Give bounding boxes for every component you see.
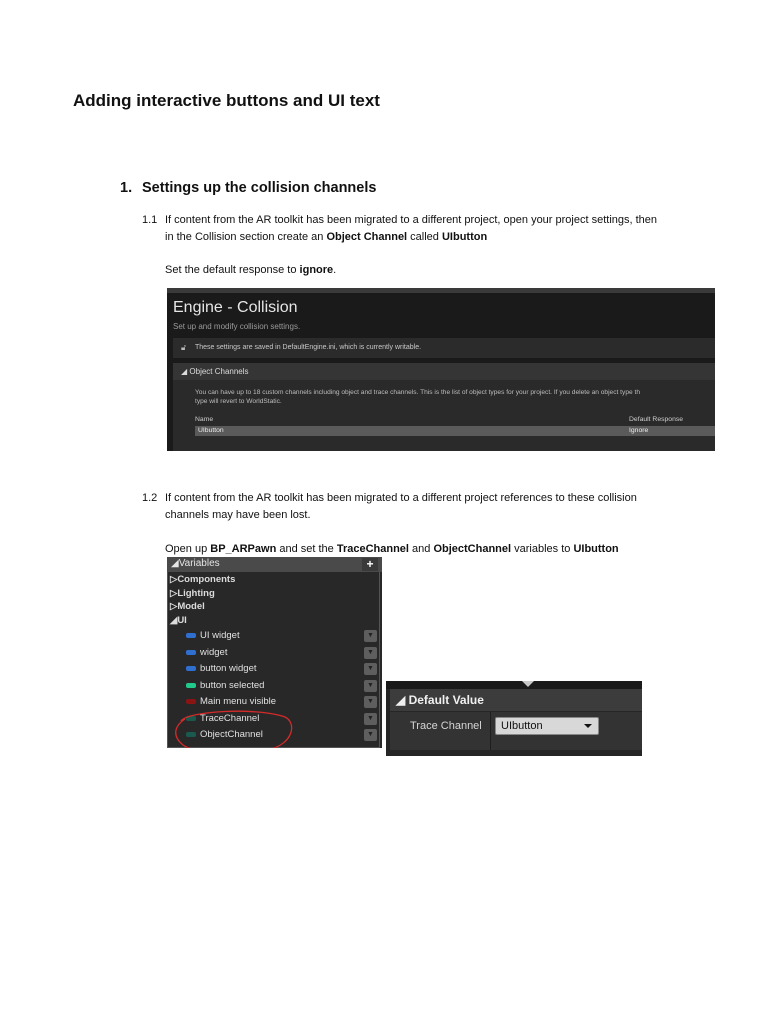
name-column-header: Name bbox=[195, 416, 214, 423]
collapse-arrow-icon: ◢ bbox=[170, 615, 178, 626]
default-value-panel bbox=[386, 681, 642, 756]
variables-title: Variables bbox=[178, 558, 220, 569]
top-strip bbox=[167, 288, 715, 293]
integer-type-icon bbox=[186, 683, 196, 688]
default-value-title: Default Value bbox=[408, 693, 484, 707]
variable-object-channel[interactable]: ObjectChannel bbox=[186, 729, 263, 743]
collision-title: Engine - Collision bbox=[173, 299, 298, 316]
variables-panel bbox=[167, 557, 382, 748]
trace-channel-label: Trace Channel bbox=[410, 720, 482, 732]
pointer-notch bbox=[522, 681, 534, 687]
step-text: Open up BP_ARPawn and set the TraceChannel and ObjectChannel variables to UIbutton bbox=[165, 543, 619, 555]
step-text: in the Collision section create an Object Channel called UIbutton bbox=[165, 231, 488, 243]
variable-dropdown[interactable]: ▼ bbox=[364, 630, 377, 642]
default-value-header[interactable] bbox=[390, 689, 642, 711]
dropdown-arrow-icon bbox=[584, 724, 592, 728]
category-ui[interactable]: ◢UI bbox=[170, 615, 187, 626]
step-text: If content from the AR toolkit has been migrated to a different project, open your project settings, then bbox=[165, 214, 658, 226]
response-column-header: Default Response bbox=[629, 416, 684, 423]
variable-widget[interactable]: widget bbox=[186, 647, 227, 661]
collapse-arrow-icon: ◢ bbox=[171, 558, 179, 569]
table-row[interactable] bbox=[195, 426, 715, 436]
variable-dropdown[interactable]: ▼ bbox=[364, 680, 377, 692]
column-divider bbox=[490, 712, 491, 750]
variable-dropdown[interactable]: ▼ bbox=[364, 647, 377, 659]
category-model[interactable]: ▷Model bbox=[170, 601, 205, 612]
engine-collision-screenshot bbox=[167, 288, 715, 451]
boolean-type-icon bbox=[186, 699, 196, 704]
category-lighting[interactable]: ▷Lighting bbox=[170, 588, 215, 599]
step-text: channels may have been lost. bbox=[165, 509, 311, 521]
channel-name: UIbutton bbox=[198, 427, 224, 434]
variable-button-widget[interactable]: button widget bbox=[186, 663, 257, 677]
object-type-icon bbox=[186, 633, 196, 638]
channel-response: Ignore bbox=[629, 427, 649, 434]
top-strip bbox=[386, 681, 642, 689]
table-header bbox=[195, 416, 715, 425]
object-channels-body bbox=[173, 380, 715, 451]
expand-arrow-icon: ▷ bbox=[170, 601, 178, 612]
step-text: If content from the AR toolkit has been migrated to a different project references to these collision bbox=[165, 492, 637, 504]
expand-arrow-icon: ▷ bbox=[170, 574, 178, 585]
collapse-arrow-icon: ◢ bbox=[181, 367, 188, 376]
trace-channel-select[interactable] bbox=[495, 717, 599, 735]
page-heading: Adding interactive buttons and UI text bbox=[73, 91, 380, 110]
step-number: 1.2 bbox=[142, 492, 158, 504]
variable-ui-widget[interactable]: UI widget bbox=[186, 630, 240, 644]
variable-trace-channel[interactable]: TraceChannel bbox=[186, 713, 259, 727]
channels-description: You can have up to 18 custom channels including object and trace channels. This is the list of object types for your project. If you delete an object type th type will revert to WorldStatic. bbox=[195, 389, 640, 405]
object-type-icon bbox=[186, 666, 196, 671]
step-text: Set the default response to ignore. bbox=[165, 264, 337, 276]
object-channels-header[interactable] bbox=[173, 363, 715, 380]
variables-header bbox=[167, 557, 382, 572]
category-components[interactable]: ▷Components bbox=[170, 574, 236, 585]
lock-icon: 🔓︎ bbox=[181, 343, 187, 352]
collision-subtitle: Set up and modify collision settings. bbox=[173, 322, 301, 331]
add-variable-button[interactable]: + bbox=[362, 558, 378, 571]
collapse-arrow-icon: ◢ bbox=[396, 693, 406, 707]
step-number: 1.1 bbox=[142, 214, 158, 226]
variable-dropdown[interactable]: ▼ bbox=[364, 663, 377, 675]
object-channels-label: Object Channels bbox=[189, 367, 249, 376]
section-heading bbox=[120, 180, 376, 196]
variable-button-selected[interactable]: button selected bbox=[186, 680, 264, 694]
property-row bbox=[390, 712, 642, 750]
highlight-circle bbox=[167, 705, 297, 748]
selected-value: UIbutton bbox=[501, 720, 543, 732]
object-type-icon bbox=[186, 650, 196, 655]
notice-text: These settings are saved in DefaultEngine.ini, which is currently writable. bbox=[195, 344, 422, 351]
section-title: Settings up the collision channels bbox=[142, 180, 377, 196]
section-number: 1. bbox=[120, 180, 133, 196]
variable-dropdown[interactable]: ▼ bbox=[364, 696, 377, 708]
config-notice bbox=[173, 338, 715, 358]
expand-arrow-icon: ▷ bbox=[170, 588, 178, 599]
variable-dropdown[interactable]: ▼ bbox=[364, 729, 377, 741]
variable-main-menu-visible[interactable]: Main menu visible bbox=[186, 696, 276, 710]
variable-dropdown[interactable]: ▼ bbox=[364, 713, 377, 725]
